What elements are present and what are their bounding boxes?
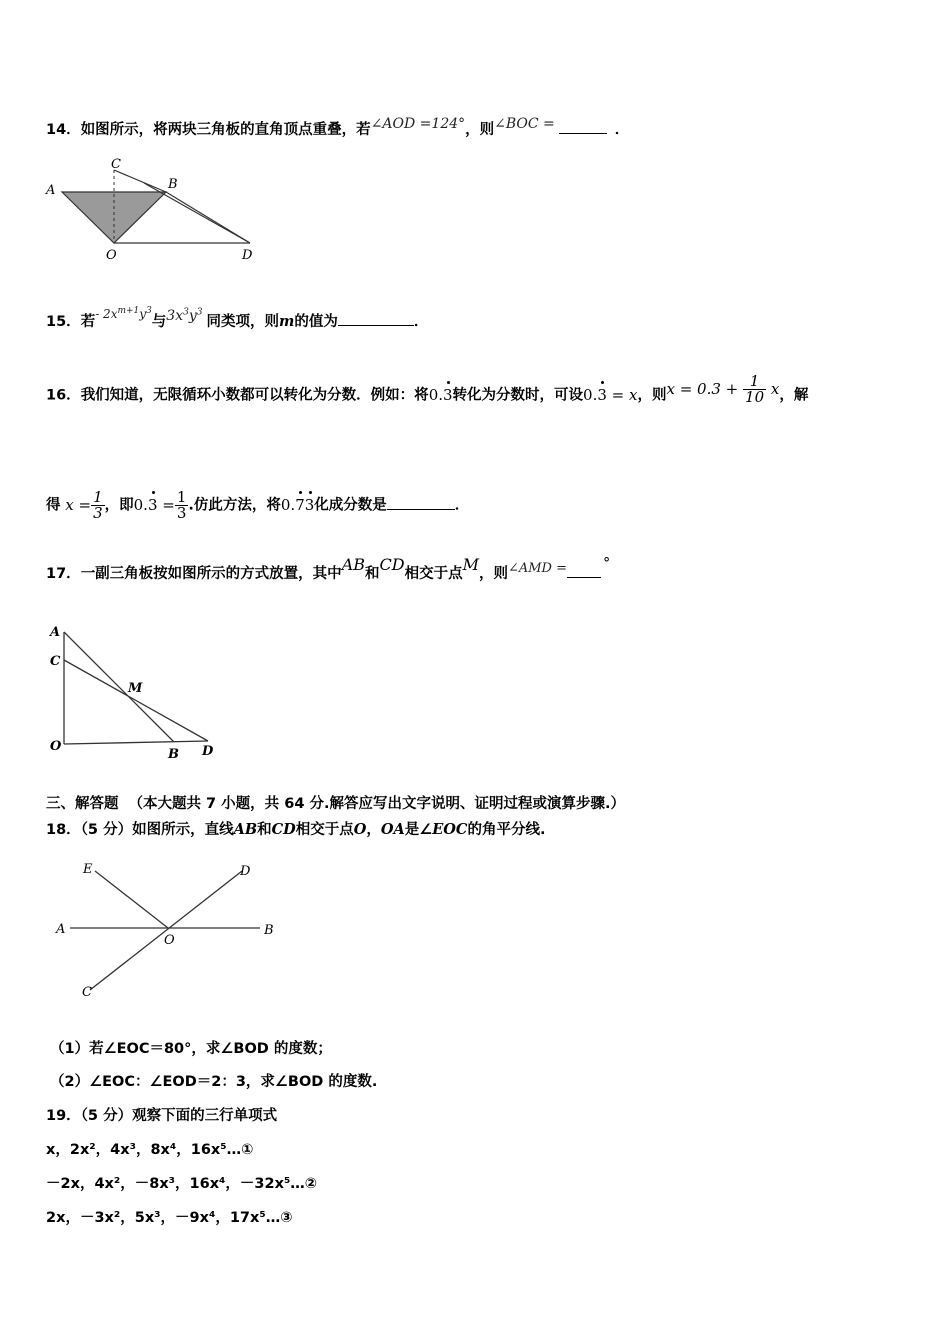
solution-2: 0.3 = $\frac{1}{3}$ — [133, 488, 187, 522]
label-a: A — [46, 183, 56, 198]
label-o: O — [164, 933, 175, 948]
label-e: E — [83, 862, 93, 877]
target-decimal: 0.73 — [280, 495, 315, 514]
answer-blank[interactable] — [387, 495, 455, 510]
label-c: C — [82, 985, 92, 1000]
monomial-row-1: x，2x²，4x³，8x⁴，16x⁵…① — [46, 1142, 254, 1158]
question-16: 16．我们知道，无限循环小数都可以转化为分数．例如：将0.3转化为分数时，可设0.3 = x，则x = 0.3 + $\frac{1}{10}$ x，解 — [46, 372, 809, 406]
answer-blank[interactable] — [338, 311, 414, 326]
term-1: - 2xm+1y3 — [95, 306, 152, 321]
question-19: 19．（5 分）观察下面的三行单项式 — [46, 1108, 278, 1124]
question-14: 14．如图所示，将两块三角板的直角顶点重叠，若∠AOD =124°，则∠BOC = ． — [46, 116, 630, 138]
answer-blank[interactable] — [567, 563, 601, 578]
term-2: $3x^3y^3$ — [166, 307, 203, 324]
label-b: B — [168, 747, 179, 762]
label-b: B — [264, 923, 274, 938]
question-18: 18．（5 分）如图所示，直线AB和CD相交于点O，OA是∠EOC的角平分线. — [46, 821, 546, 838]
label-d: D — [240, 864, 251, 879]
q18-sub-2: （2）∠EOC：∠EOD＝2：3，求∠BOD 的度数. — [50, 1074, 378, 1090]
q17-triangle-figure — [44, 622, 234, 772]
label-m: M — [128, 681, 143, 696]
question-number: 14． — [46, 122, 81, 138]
label-o: O — [106, 248, 117, 263]
equation-2: x = 0.3 + $\frac{1}{10}$ x — [666, 372, 780, 406]
question-15: 15．若$^{- 2x^{m+1}y^3}$与$3x^3y^3$同类项，则m的值为 ． — [46, 306, 429, 330]
q18-sub-1: （1）若∠EOC＝80°，求∠BOD 的度数； — [50, 1041, 332, 1057]
label-d: D — [202, 744, 214, 759]
q18-lines-figure — [50, 855, 290, 1005]
label-o: O — [50, 739, 62, 754]
equation-1: 0.3 = x — [583, 385, 638, 404]
asked-angle: ∠BOC = — [494, 116, 555, 132]
label-d: D — [242, 248, 253, 263]
question-text: 如图所示，将两块三角板的直角顶点重叠，若 — [80, 122, 371, 138]
decimal-repeating: 0.3 — [428, 385, 453, 404]
monomial-row-3: 2x，－3x²，5x³，－9x⁴，17x⁵…③ — [46, 1210, 293, 1226]
q14-triangle-figure — [44, 155, 264, 265]
monomial-row-2: －2x，4x²，－8x³，16x⁴，－32x⁵…② — [46, 1176, 318, 1192]
label-c: C — [50, 654, 61, 669]
section-3-heading: 三、解答题 （本大题共 7 小题，共 64 分.解答应写出文字说明、证明过程或演算步骤.） — [46, 796, 625, 812]
answer-blank[interactable] — [559, 119, 607, 134]
given-angle: ∠AOD =124° — [370, 116, 466, 132]
label-b: B — [168, 177, 178, 192]
question-16-continued: 得 x = $\frac{1}{3}$ ，即0.3 = $\frac{1}{3}$ .仿此方法，将0.73化成分数是 ． — [46, 488, 470, 522]
question-17: 17．一副三角板按如图所示的方式放置，其中AB和CD相交于点M，则∠AMD = ° — [46, 555, 611, 582]
label-a: A — [56, 922, 66, 937]
solution-1: x = $\frac{1}{3}$ — [60, 488, 103, 522]
label-c: C — [111, 157, 121, 172]
label-a: A — [50, 625, 61, 640]
